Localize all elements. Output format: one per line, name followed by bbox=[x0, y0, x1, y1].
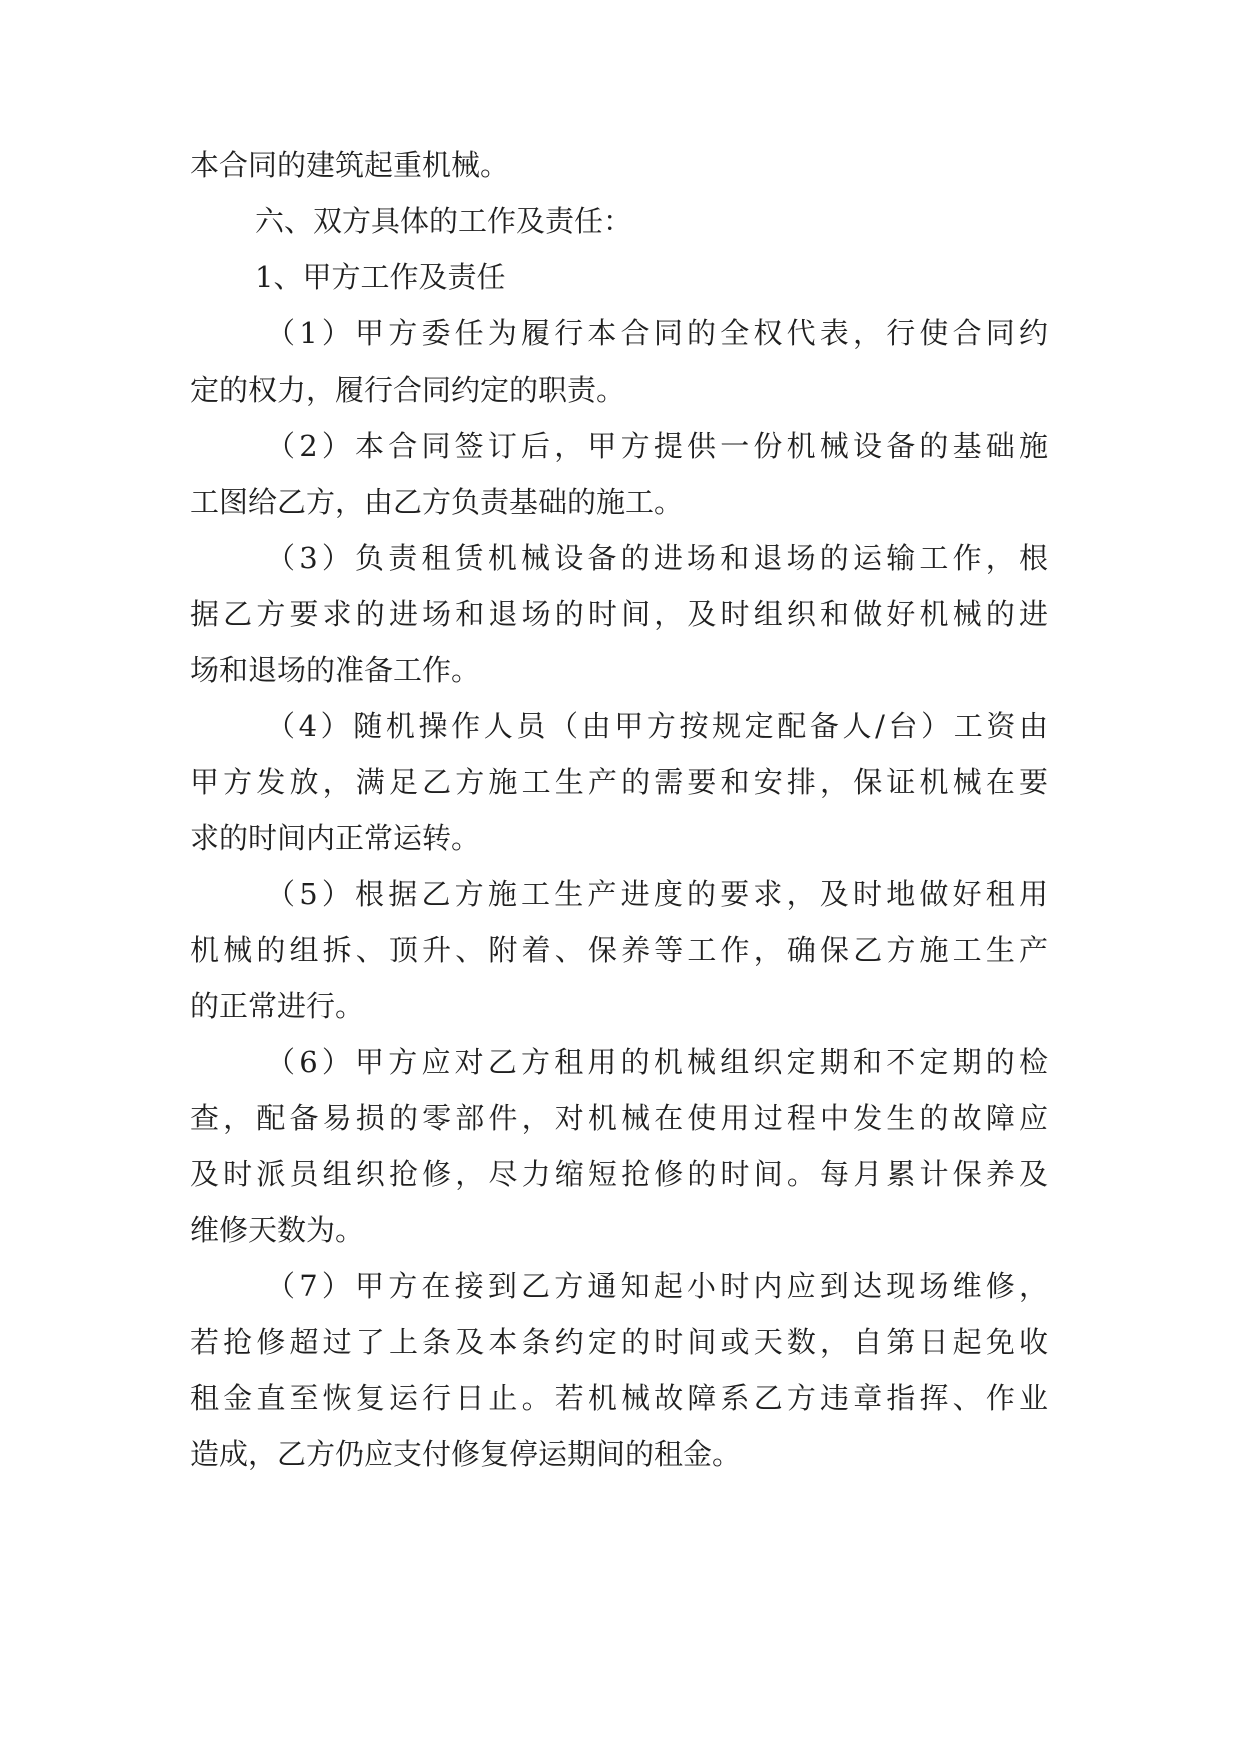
clause-6-line: （6）甲方应对乙方租用的机械组织定期和不定期的检 bbox=[266, 1045, 1048, 1079]
clause-4-line: 甲方发放，满足乙方施工生产的需要和安排，保证机械在要 bbox=[190, 765, 1048, 799]
clause-2-line: 工图给乙方，由乙方负责基础的施工。 bbox=[190, 485, 684, 519]
section-heading: 六、双方具体的工作及责任： bbox=[255, 204, 633, 238]
clause-7-line: （7）甲方在接到乙方通知起小时内应到达现场维修， bbox=[266, 1269, 1048, 1303]
clause-7-line: 租金直至恢复运行日止。若机械故障系乙方违章指挥、作业 bbox=[190, 1381, 1048, 1415]
clause-4-line: 求的时间内正常运转。 bbox=[190, 821, 481, 855]
clause-7-line: 造成，乙方仍应支付修复停运期间的租金。 bbox=[190, 1437, 742, 1471]
clause-3-line: 据乙方要求的进场和退场的时间，及时组织和做好机械的进 bbox=[190, 597, 1048, 631]
subsection-heading: 1、甲方工作及责任 bbox=[255, 260, 506, 294]
clause-4-line: （4）随机操作人员（由甲方按规定配备人/台）工资由 bbox=[266, 709, 1048, 743]
clause-1-line: 定的权力，履行合同约定的职责。 bbox=[190, 373, 626, 407]
clause-6-line: 及时派员组织抢修，尽力缩短抢修的时间。每月累计保养及 bbox=[190, 1157, 1048, 1191]
clause-5-line: 机械的组拆、顶升、附着、保养等工作，确保乙方施工生产 bbox=[190, 933, 1048, 967]
clause-6-line: 查，配备易损的零部件，对机械在使用过程中发生的故障应 bbox=[190, 1101, 1048, 1135]
clause-3-line: （3）负责租赁机械设备的进场和退场的运输工作，根 bbox=[266, 541, 1048, 575]
clause-5-line: 的正常进行。 bbox=[190, 989, 365, 1023]
clause-3-line: 场和退场的准备工作。 bbox=[190, 653, 481, 687]
clause-1-line: （1）甲方委任为履行本合同的全权代表，行使合同约 bbox=[266, 316, 1048, 350]
clause-6-line: 维修天数为。 bbox=[190, 1213, 365, 1247]
clause-7-line: 若抢修超过了上条及本条约定的时间或天数，自第日起免收 bbox=[190, 1325, 1048, 1359]
text-line: 本合同的建筑起重机械。 bbox=[190, 148, 510, 182]
clause-5-line: （5）根据乙方施工生产进度的要求，及时地做好租用 bbox=[266, 877, 1048, 911]
clause-2-line: （2）本合同签订后，甲方提供一份机械设备的基础施 bbox=[266, 429, 1048, 463]
